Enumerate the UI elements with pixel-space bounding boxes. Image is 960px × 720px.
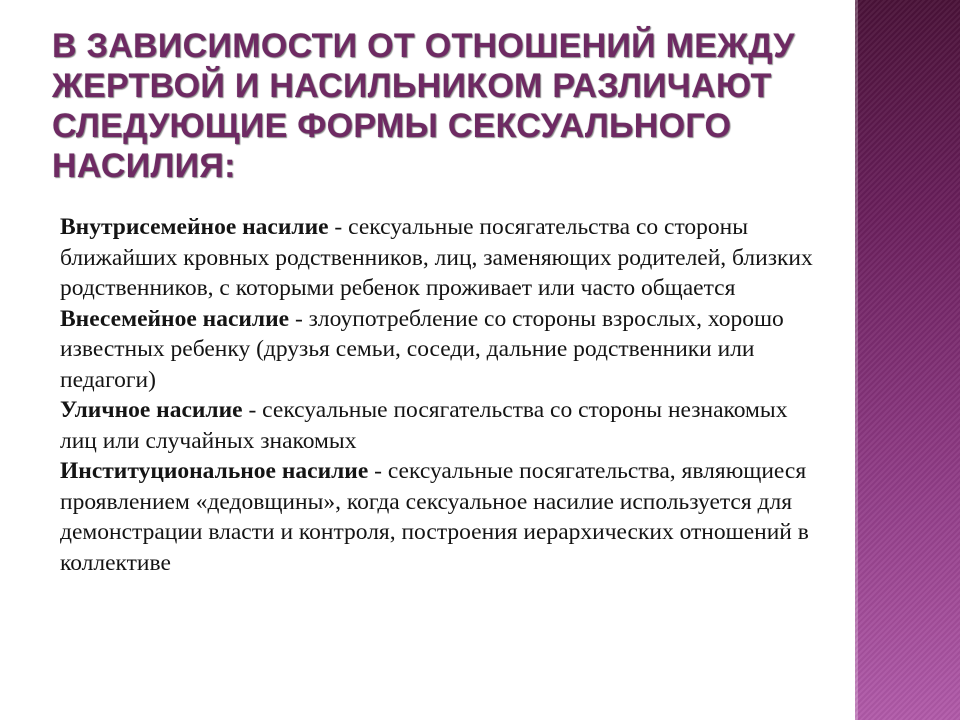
item-term: Уличное насилие	[60, 397, 243, 423]
item-term: Институциональное насилие	[60, 458, 369, 484]
item-term: Внесемейное насилие	[60, 305, 290, 332]
list-item	[60, 456, 830, 578]
item-description: - сексуальные посягательства со стороны ближайших кровных родственников, лиц, заменяющих родителей, близких родственников, с которыми ребенок проживает или часто общается	[60, 214, 813, 301]
item-description: - сексуальные посягательства со стороны незнакомых лиц или случайных знакомых	[60, 397, 788, 454]
item-description: - злоупотребление со стороны взрослых, хорошо известных ребенку (друзья семьи, соседи, дальние родственники или педагоги)	[60, 305, 784, 393]
list-item	[60, 212, 830, 304]
item-description: - сексуальные посягательства, являющиеся проявлением «дедовщины», когда сексуальное насилие используется для демонстрации власти и контроля, построения иерархических отношений в коллективе	[60, 458, 809, 576]
list-item	[60, 395, 830, 456]
decorative-side-band	[855, 0, 960, 720]
item-term: Внутрисемейное насилие	[60, 214, 329, 240]
slide-title: В ЗАВИСИМОСТИ ОТ ОТНОШЕНИЙ МЕЖДУ ЖЕРТВОЙ И НАСИЛЬНИКОМ РАЗЛИЧАЮТ СЛЕДУЮЩИЕ ФОРМЫ СЕКСУАЛЬНОГО НАСИЛИЯ:	[52, 27, 795, 185]
slide-body	[60, 212, 830, 578]
list-item	[60, 304, 830, 396]
